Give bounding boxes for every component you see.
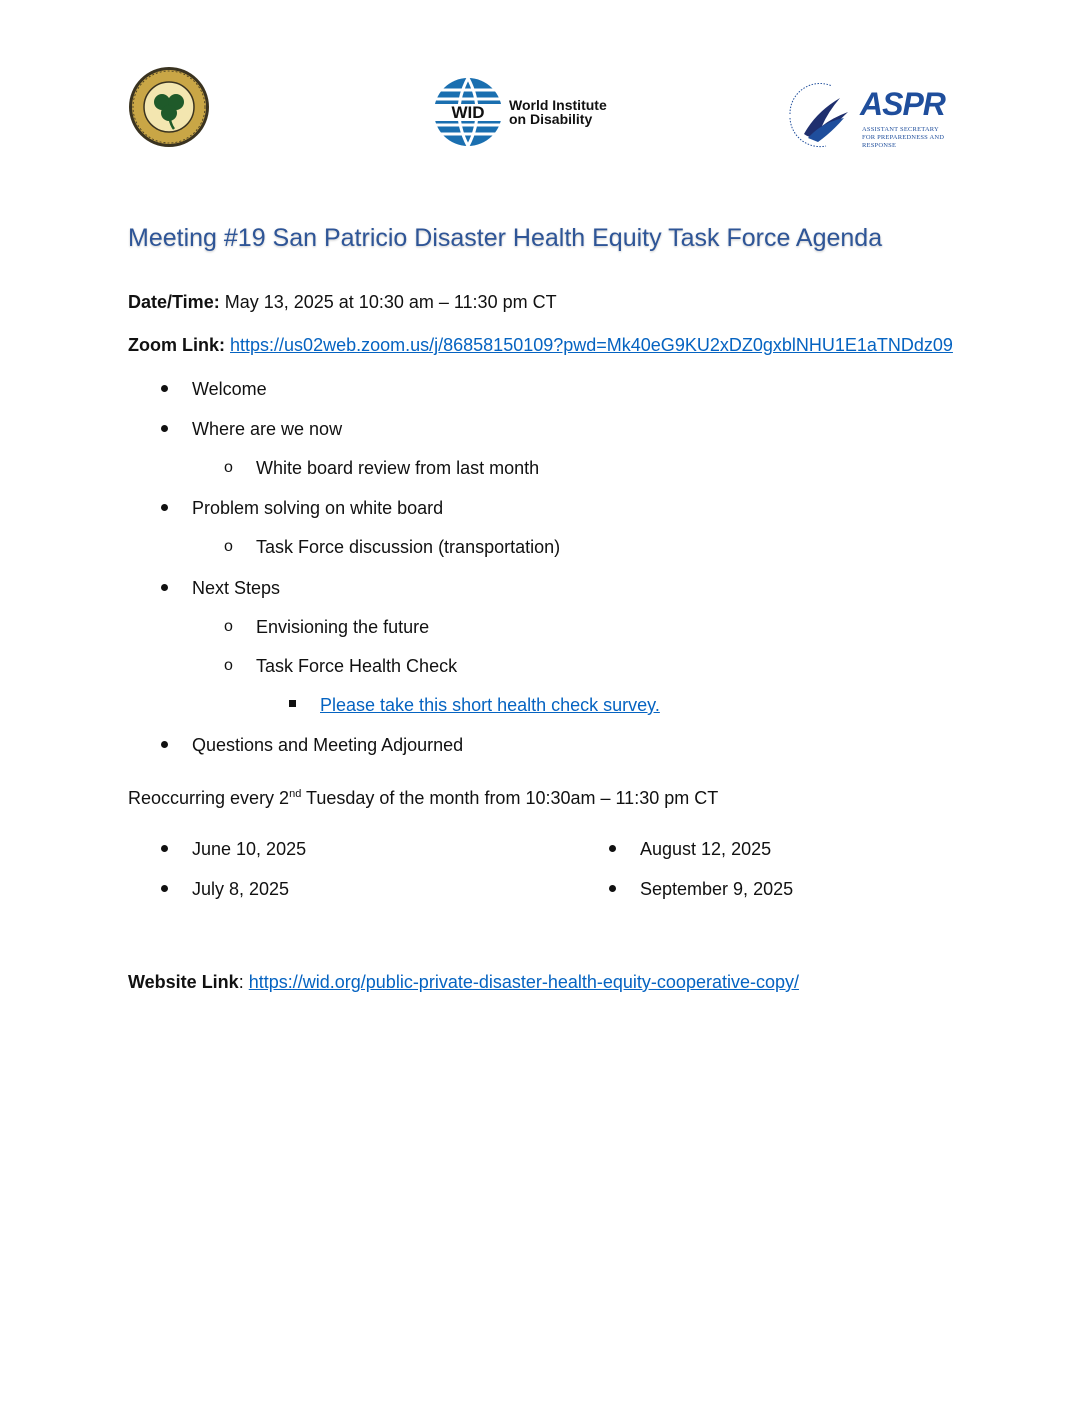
date-item: August 12, 2025 — [640, 839, 772, 859]
date-item: September 9, 2025 — [640, 879, 794, 899]
recurring-ordinal: nd — [289, 788, 302, 800]
agenda-item-welcome: Welcome — [192, 379, 267, 399]
zoom-link[interactable]: https://us02web.zoom.us/j/86858150109?pwd=Mk40eG9KU2xDZ0gxblNHU1E1aTNDdz09 — [230, 335, 953, 355]
circle-bullet-icon: o — [224, 459, 233, 476]
hhs-eagle-icon — [782, 78, 858, 150]
aspr-logo — [782, 78, 952, 150]
agenda-item-next-steps: Next Steps — [192, 578, 281, 598]
bullet-icon — [161, 741, 168, 748]
wid-wordmark — [509, 98, 607, 126]
aspr-wordmark: ASPR — [860, 86, 945, 122]
agenda-item-problem-solving: Problem solving on white board — [192, 498, 444, 518]
website-label: Website Link — [128, 972, 239, 992]
bullet-icon — [161, 504, 168, 511]
bullet-icon — [161, 845, 168, 852]
agenda-item-where-now: Where are we now — [192, 419, 343, 439]
bullet-icon — [609, 845, 616, 852]
recurring-prefix: Reoccurring every 2 — [128, 788, 290, 808]
bullet-icon — [161, 385, 168, 392]
circle-bullet-icon: o — [224, 538, 233, 555]
circle-bullet-icon: o — [224, 657, 233, 674]
date-item: June 10, 2025 — [192, 839, 307, 859]
agenda-subitem-health-check: Task Force Health Check — [256, 656, 458, 676]
zoom-label: Zoom Link: — [128, 335, 225, 355]
seal-icon — [128, 66, 210, 148]
website-link[interactable]: https://wid.org/public-private-disaster-health-equity-cooperative-copy/ — [248, 972, 799, 992]
recurring-text — [128, 786, 718, 810]
datetime-label: Date/Time: — [128, 292, 220, 312]
agenda-item-adjourn: Questions and Meeting Adjourned — [192, 735, 464, 755]
website-row — [128, 970, 799, 994]
wid-line1: World Institute — [509, 97, 607, 113]
bullet-icon — [161, 425, 168, 432]
agenda-subitem-envisioning: Envisioning the future — [256, 617, 430, 637]
datetime-row — [128, 290, 557, 314]
bullet-icon — [161, 885, 168, 892]
bullet-icon — [609, 885, 616, 892]
website-sep: : — [238, 972, 244, 992]
recurring-suffix: Tuesday of the month from 10:30am – 11:30 pm CT — [301, 788, 719, 808]
datetime-value: May 13, 2025 at 10:30 am – 11:30 pm CT — [224, 292, 557, 312]
wid-logo — [432, 76, 632, 148]
county-seal-logo — [128, 66, 210, 148]
date-item: July 8, 2025 — [192, 879, 290, 899]
agenda-subitem-whiteboard-review: White board review from last month — [256, 458, 540, 478]
aspr-subtitle: ASSISTANT SECRETARY FOR PREPAREDNESS AND RESPONSE — [862, 126, 945, 149]
square-bullet-icon — [289, 700, 296, 707]
wid-line2: on Disability — [509, 111, 593, 127]
page-title: Meeting #19 San Patricio Disaster Health Equity Task Force Agenda — [128, 224, 883, 252]
svg-text:WID: WID — [451, 103, 485, 122]
zoom-row — [128, 333, 953, 357]
health-check-survey-link[interactable]: Please take this short health check survey. — [320, 695, 660, 715]
circle-bullet-icon: o — [224, 618, 233, 635]
globe-icon — [432, 76, 504, 148]
agenda-subitem-task-force-discussion: Task Force discussion (transportation) — [256, 537, 561, 557]
survey-row — [320, 693, 660, 717]
bullet-icon — [161, 584, 168, 591]
